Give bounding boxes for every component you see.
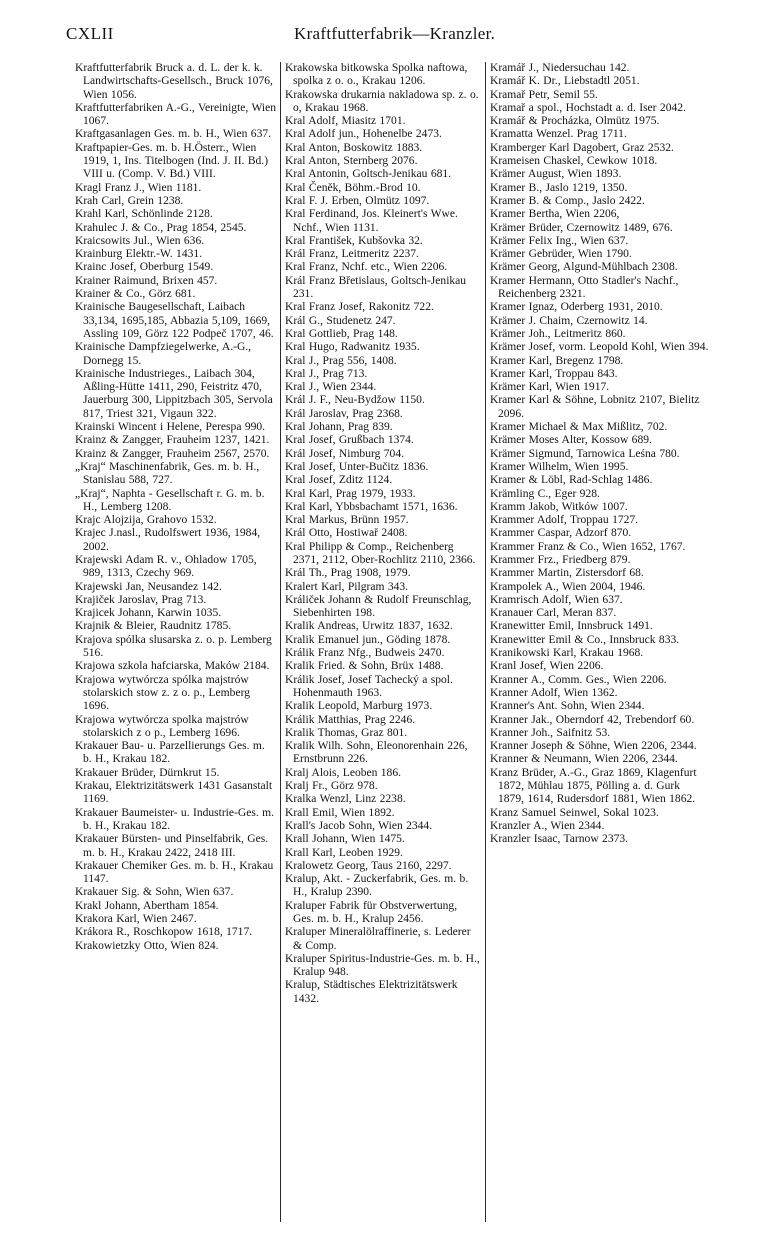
directory-entry: Kramer Wilhelm, Wien 1995.: [490, 460, 629, 473]
directory-entry: Krämer Georg, Algund-Mühlbach 2308.: [490, 261, 678, 274]
directory-entry: Krakauer Bürsten- und Pinselfabrik, Ges. m. b. H., Krakau 2422, 2418 III.: [75, 833, 269, 859]
page-title: Kraftfutterfabrik—Kranzler.: [294, 24, 496, 43]
directory-entry: Kral F. J. Erben, Olmütz 1097.: [285, 194, 430, 207]
directory-entry: Kralert Karl, Pilgram 343.: [285, 580, 409, 593]
directory-entry: Králik Josef, Josef Tachecký a spol. Hohenmauth 1963.: [285, 673, 453, 699]
column-3: [485, 62, 713, 1222]
directory-entry: Kranzler Isaac, Tarnow 2373.: [490, 833, 629, 846]
directory-entry: Král Jaroslav, Prag 2368.: [285, 407, 403, 420]
directory-entry: Krämling C., Eger 928.: [490, 487, 600, 500]
directory-entry: Kral Gottlieb, Prag 148.: [285, 327, 398, 340]
directory-entry: Krajnik & Bleier, Raudnitz 1785.: [75, 620, 232, 633]
directory-entry: Krainer Raimund, Brixen 457.: [75, 274, 218, 287]
directory-entry: Krainski Wincent i Helene, Perespa 990.: [75, 421, 266, 434]
directory-entry: Kramer Hermann, Otto Stadler's Nachf., Reichenberg 2321.: [490, 274, 679, 301]
directory-entry: Král Th., Prag 1908, 1979.: [285, 567, 411, 580]
directory-entry: Kralik Emanuel jun., Göding 1878.: [285, 633, 451, 646]
directory-entry: Král Otto, Hostiwař 2408.: [285, 527, 408, 540]
column-2: [280, 62, 485, 1222]
directory-entry: Kral Čeněk, Böhm.-Brod 10.: [285, 181, 421, 194]
directory-entry: Krampolek A., Wien 2004, 1946.: [490, 580, 646, 593]
directory-entry: Kral Franz, Nchf. etc., Wien 2206.: [285, 261, 448, 274]
directory-entry: Krajewski Jan, Neusandez 142.: [75, 580, 222, 593]
directory-entry: Krah Carl, Grein 1238.: [75, 194, 184, 207]
directory-entry: Krakora Karl, Wien 2467.: [75, 913, 197, 925]
directory-entry: Kralj Fr., Görz 978.: [285, 780, 378, 793]
directory-entry: Kranewitter Emil, Innsbruck 1491.: [490, 620, 653, 633]
directory-entry: Kraicsowits Jul., Wien 636.: [75, 234, 205, 247]
directory-entry: Kral Josef, Zditz 1124.: [285, 474, 393, 487]
directory-entry: Krakowska drukarnia nakladowa sp. z. o. o, Krakau 1968.: [285, 88, 479, 114]
directory-entry: Král Franz, Leitmeritz 2237.: [285, 248, 419, 261]
directory-entry: Král Franz Břetislaus, Goltsch-Jenikau 231.: [285, 274, 467, 301]
directory-entry: Krajowa wytwórcza spolka majstrów stolarskich z o p., Lemberg 1696.: [75, 713, 249, 739]
directory-entry: Král J. F., Neu-Bydžow 1150.: [285, 394, 425, 407]
directory-entry: Krakowietzky Otto, Wien 824.: [75, 939, 219, 952]
directory-entry: Kramář & Procházka, Olmütz 1975.: [490, 115, 660, 128]
directory-entry: Kral J., Wien 2344.: [285, 381, 377, 394]
directory-entry: Kraluper Spiritus-Industrie-Ges. m. b. H., Kralup 948.: [285, 952, 480, 979]
directory-entry: Krajicek Johann, Karwin 1035.: [75, 607, 222, 620]
directory-entry: Kramář J., Niedersuchau 142.: [490, 62, 630, 74]
directory-entry: Krall Karl, Leoben 1929.: [285, 846, 403, 859]
directory-entry: Krákora R., Roschkopow 1618, 1717.: [75, 926, 253, 939]
directory-entry: Krall Emil, Wien 1892.: [285, 806, 395, 819]
directory-entry: Kranzler A., Wien 2344.: [490, 819, 605, 832]
directory-entry: Kramer Karl & Söhne, Lobnitz 2107, Bielitz 2096.: [490, 394, 700, 420]
directory-columns: [75, 62, 713, 1222]
directory-entry: Kral Philipp & Comp., Reichenberg 2371, 2112, Ober-Rochlitz 2110, 2366.: [285, 540, 476, 566]
directory-entry: Kramer B. & Comp., Jaslo 2422.: [490, 194, 645, 207]
directory-entry: Krämer Felix Ing., Wien 637.: [490, 234, 629, 247]
directory-entry: Kranewitter Emil & Co., Innsbruck 833.: [490, 633, 680, 646]
directory-entry: Kral Karl, Ybbsbachamt 1571, 1636.: [285, 500, 458, 513]
directory-entry: Kramatta Wenzel. Prag 1711.: [490, 128, 627, 141]
directory-entry: Krajec J.nasl., Rudolfswert 1936, 1984, 2002.: [75, 527, 261, 553]
directory-entry: Krakl Johann, Abertham 1854.: [75, 899, 219, 912]
directory-entry: Kral Antonin, Goltsch-Jenikau 681.: [285, 168, 452, 181]
directory-entry: Krämer Sigmund, Tarnowica Leśna 780.: [490, 447, 680, 460]
directory-entry: Kral Josef, Unter-Bučitz 1836.: [285, 460, 429, 473]
directory-entry: Kranner's Ant. Sohn, Wien 2344.: [490, 700, 645, 713]
directory-entry: Kramer & Löbl, Rad-Schlag 1486.: [490, 474, 653, 487]
directory-entry: Kramberger Karl Dagobert, Graz 2532.: [490, 141, 674, 154]
directory-entry: Kramm Jakob, Witków 1007.: [490, 500, 628, 513]
directory-entry: Kralup, Akt. - Zuckerfabrik, Ges. m. b. H., Kralup 2390.: [285, 873, 469, 899]
directory-entry: Kral Ferdinand, Jos. Kleinert's Wwe. Nchf., Wien 1131.: [285, 208, 458, 234]
directory-entry: Kramer Michael & Max Mißlitz, 702.: [490, 421, 668, 434]
directory-entry: Kralik Thomas, Graz 801.: [285, 726, 408, 739]
directory-entry: Krämer August, Wien 1893.: [490, 168, 622, 181]
directory-entry: Kralik Wilh. Sohn, Eleonorenhain 226, Ernstbrunn 226.: [285, 740, 468, 766]
directory-entry: Krameisen Chaskel, Cewkow 1018.: [490, 155, 658, 168]
directory-entry: Král Josef, Nimburg 704.: [285, 447, 404, 460]
directory-entry: Králik Franz Nfg., Budweis 2470.: [285, 647, 445, 660]
directory-entry: Kraluper Fabrik für Obstverwertung, Ges. m. b. H., Kralup 2456.: [285, 899, 458, 925]
directory-entry: Krammer Frz., Friedberg 879.: [490, 553, 631, 566]
directory-entry: Kraftfutterfabriken A.-G., Vereinigte, Wien 1067.: [75, 101, 277, 128]
directory-entry: Kralj Alois, Leoben 186.: [285, 766, 401, 779]
directory-entry: Kranz Samuel Seinwel, Sokal 1023.: [490, 806, 659, 819]
directory-entry: Krajewski Adam R. v., Ohladow 1705, 989, 1313, Czechy 969.: [75, 553, 257, 580]
directory-entry: Kranner A., Comm. Ges., Wien 2206.: [490, 673, 667, 686]
directory-entry: Krajova spólka slusarska z. o. p. Lemberg 516.: [75, 633, 272, 660]
directory-entry: Kral Markus, Brünn 1957.: [285, 514, 409, 527]
directory-entry: Kralowetz Georg, Taus 2160, 2297.: [285, 859, 452, 872]
directory-entry: Krall Johann, Wien 1475.: [285, 833, 405, 846]
directory-entry: Kral Johann, Prag 839.: [285, 421, 393, 434]
directory-entry: Kraftfutterfabrik Bruck a. d. L. der k. k. Landwirtschafts-Gesellsch., Bruck 1076, Wien 1056.: [75, 62, 273, 101]
directory-entry: Krainc Josef, Oberburg 1549.: [75, 261, 214, 274]
directory-entry: Krämer Joh., Leitmeritz 860.: [490, 327, 626, 340]
directory-entry: Krajowa szkola hafciarska, Maków 2184.: [75, 660, 270, 673]
directory-entry: Kranner Joseph & Söhne, Wien 2206, 2344.: [490, 740, 697, 753]
directory-entry: Krämer J. Chaim, Czernowitz 14.: [490, 314, 648, 327]
directory-entry: Krajiček Jaroslav, Prag 713.: [75, 593, 207, 606]
directory-entry: Kraluper Mineralölraffinerie, s. Lederer & Comp.: [285, 926, 471, 952]
directory-entry: Kralik Leopold, Marburg 1973.: [285, 700, 433, 713]
directory-entry: Krämer Gebrüder, Wien 1790.: [490, 248, 632, 261]
directory-entry: Kramář K. Dr., Liebstadtl 2051.: [490, 75, 640, 88]
directory-entry: Kralup, Städtisches Elektrizitätswerk 1432.: [285, 979, 458, 1005]
directory-entry: Kralik Andreas, Urwitz 1837, 1632.: [285, 620, 453, 633]
directory-entry: Krämer Karl, Wien 1917.: [490, 381, 610, 394]
directory-entry: Králiček Johann & Rudolf Freunschlag, Siebenhirten 198.: [285, 593, 472, 620]
directory-entry: Kranz Brüder, A.-G., Graz 1869, Klagenfurt 1872, Mühlau 1875, Pölling a. d. Gurk 1879, 1614, Rudersdorf 1881, Wien 1862.: [490, 766, 697, 806]
directory-entry: Krakauer Chemiker Ges. m. b. H., Krakau 1147.: [75, 859, 274, 886]
directory-entry: Krahl Karl, Schönlinde 2128.: [75, 208, 213, 221]
directory-entry: Krakauer Sig. & Sohn, Wien 637.: [75, 886, 234, 899]
directory-entry: Krainburg Elektr.-W. 1431.: [75, 248, 203, 261]
directory-entry: Kramrisch Adolf, Wien 637.: [490, 593, 623, 606]
directory-entry: Kral Adolf, Miasitz 1701.: [285, 115, 406, 128]
directory-entry: Kramer Karl, Bregenz 1798.: [490, 354, 624, 367]
page-number: CXLII: [66, 24, 114, 43]
directory-entry: Krakowska bitkowska Spolka naftowa, spolka z o. o., Krakau 1206.: [285, 62, 468, 88]
directory-entry: Kral Anton, Boskowitz 1883.: [285, 141, 423, 154]
directory-entry: Kral Adolf jun., Hohenelbe 2473.: [285, 128, 442, 141]
directory-entry: Krammer Adolf, Troppau 1727.: [490, 514, 639, 527]
directory-entry: Kramer Karl, Troppau 843.: [490, 367, 618, 380]
directory-entry: Krakauer Bau- u. Parzellierungs Ges. m. b. H., Krakau 182.: [75, 740, 265, 766]
directory-entry: Krajc Alojzija, Grahovo 1532.: [75, 514, 217, 527]
directory-entry: Kramař Petr, Semil 55.: [490, 88, 598, 101]
directory-entry: Kranner Jak., Oberndorf 42, Trebendorf 60.: [490, 713, 695, 726]
directory-entry: Krainische Baugesellschaft, Laibach 33,134, 1695,185, Abbazia 5,109, 1669, Assling 109, Görz 122 Podpeč 1707, 46.: [75, 301, 274, 340]
directory-entry: Krämer Moses Alter, Kossow 689.: [490, 434, 652, 447]
directory-entry: Krakauer Brüder, Dürnkrut 15.: [75, 766, 220, 779]
directory-entry: Kral Anton, Sternberg 2076.: [285, 155, 418, 168]
directory-entry: Kraftgasanlagen Ges. m. b. H., Wien 637.: [75, 128, 272, 141]
directory-entry: Králik Matthias, Prag 2246.: [285, 713, 416, 726]
directory-entry: Krainz & Zangger, Frauheim 2567, 2570.: [75, 447, 270, 460]
directory-entry: Krall's Jacob Sohn, Wien 2344.: [285, 819, 433, 832]
directory-entry: Krammer Martin, Zistersdorf 68.: [490, 567, 644, 580]
directory-entry: Kral František, Kubšovka 32.: [285, 234, 423, 247]
directory-entry: Kramař a spol., Hochstadt a. d. Iser 2042.: [490, 101, 686, 114]
directory-entry: Krakau, Elektrizitätswerk 1431 Gasanstalt 1169.: [75, 780, 273, 806]
directory-entry: Kraftpapier-Ges. m. b. H.Österr., Wien 1919, 1, Ins. Titelbogen (Ind. J. II. Bd.) VIII u. (Comp. V. Bd.) VIII.: [75, 141, 269, 181]
directory-entry: Krainz & Zangger, Frauheim 1237, 1421.: [75, 434, 270, 447]
directory-entry: Krainische Industrieges., Laibach 304, Aßling-Hütte 1411, 290, Feistritz 470, Jauerburg 300, Lippitzbach 305, Servola 817, Triest 321, Vigaun 322.: [75, 367, 273, 420]
directory-entry: Kral J., Prag 556, 1408.: [285, 354, 397, 367]
directory-entry: Kralik Fried. & Sohn, Brüx 1488.: [285, 660, 444, 673]
directory-entry: Kral Josef, Grußbach 1374.: [285, 434, 414, 447]
directory-entry: Kranner & Neumann, Wien 2206, 2344.: [490, 753, 678, 766]
directory-entry: Krammer Caspar, Adzorf 870.: [490, 527, 632, 540]
directory-entry: Kranner Joh., Saifnitz 53.: [490, 726, 611, 739]
directory-entry: „Kraj“ Maschinenfabrik, Ges. m. b. H., Stanislau 588, 727.: [75, 460, 260, 487]
directory-entry: Kragl Franz J., Wien 1181.: [75, 181, 202, 194]
directory-entry: Kral J., Prag 713.: [285, 367, 368, 380]
directory-entry: Kranauer Carl, Meran 837.: [490, 607, 617, 620]
directory-entry: Kral Karl, Prag 1979, 1933.: [285, 487, 416, 500]
directory-entry: Krajowa wytwórcza spólka majstrów stolarskich stow z. z o. p., Lemberg 1696.: [75, 673, 250, 713]
directory-entry: Kral Hugo, Radwanitz 1935.: [285, 341, 420, 354]
directory-entry: „Kraj“, Naphta - Gesellschaft r. G. m. b. H., Lemberg 1208.: [75, 487, 265, 513]
directory-entry: Kramer Bertha, Wien 2206,: [490, 208, 620, 221]
directory-entry: Kralka Wenzl, Linz 2238.: [285, 793, 406, 806]
directory-entry: Kramer B., Jaslo 1219, 1350.: [490, 181, 628, 194]
directory-entry: Kranikowski Karl, Krakau 1968.: [490, 647, 644, 660]
directory-entry: Krammer Franz & Co., Wien 1652, 1767.: [490, 540, 686, 553]
directory-entry: Kranl Josef, Wien 2206.: [490, 660, 604, 673]
directory-entry: Krämer Josef, vorm. Leopold Kohl, Wien 394.: [490, 341, 709, 354]
directory-entry: Kramer Ignaz, Oderberg 1931, 2010.: [490, 301, 663, 314]
page-header: [66, 24, 727, 50]
directory-entry: Krainische Dampfziegelwerke, A.-G., Dornegg 15.: [75, 341, 252, 367]
directory-entry: Král G., Studenetz 247.: [285, 314, 396, 327]
directory-entry: Krahulec J. & Co., Prag 1854, 2545.: [75, 221, 247, 234]
column-1: [75, 62, 280, 1222]
directory-entry: Krämer Brüder, Czernowitz 1489, 676.: [490, 221, 673, 234]
directory-entry: Kral Franz Josef, Rakonitz 722.: [285, 301, 434, 314]
directory-entry: Kranner Adolf, Wien 1362.: [490, 686, 618, 699]
directory-entry: Krakauer Baumeister- u. Industrie-Ges. m. b. H., Krakau 182.: [75, 806, 274, 832]
directory-entry: Krainer & Co., Görz 681.: [75, 288, 196, 301]
